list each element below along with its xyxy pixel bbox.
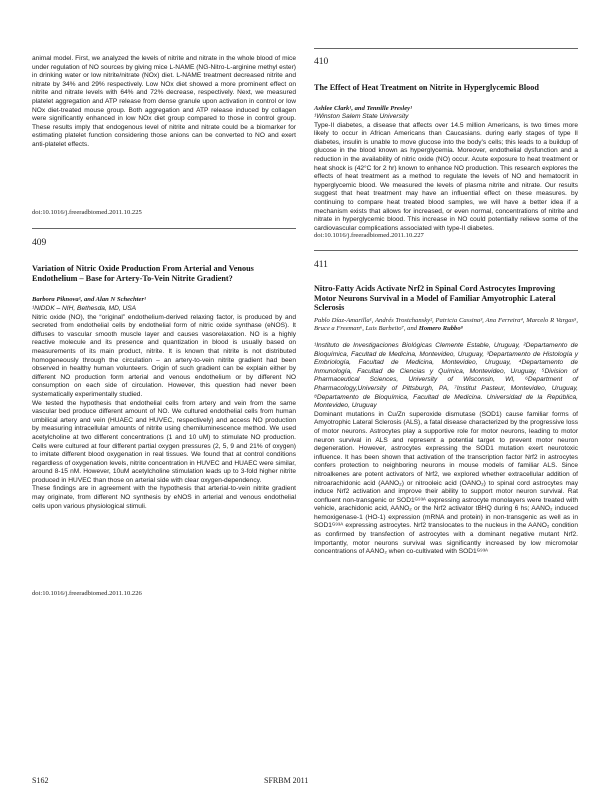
journal-name: SFRBM 2011 [264,776,309,785]
abstract-authors-411-list: Pablo Díaz-Amarilla¹, Andrés Trostchansky², Patricia Cassina³, Ana Ferreira⁴, Marcelo R Vargas⁵, Bruce a Freeman⁶, Luis Barbeito⁷, and [314,317,578,333]
abstract-affiliation-410: ¹Winston Salem State University [314,113,409,120]
abstract-body-409-part3: These findings are in agreement with the hypothesis that arterial-to-vein nitrite gradient may originate, from different NO synthesis by eNOS in arterial and venous endothelial cells upon various physiological stimuli. [32,485,296,510]
abstract-authors-411-presenter: Homero Rubbo⁸ [418,325,463,333]
abstract-affiliation-409: ¹NIDDK – NIH, Bethesda, MD, USA [32,305,137,312]
divider [314,48,578,49]
abstract-doi-410: doi:10.1016/j.freeradbiomed.2011.10.227 [314,232,424,239]
abstract-authors-409: Barbora Piknova¹, and Alan N Schechter¹ [32,296,146,303]
abstract-content-409 [32,305,296,511]
abstract-number-410: 410 [314,57,329,67]
divider [314,250,578,251]
abstract-body-411: Dominant mutations in Cu/Zn superoxide dismutase (SOD1) cause familiar forms of Amyotrophic Lateral Sclerosis (ALS), a fatal disease characterized by the progressive loss of motor neurons. Astrocytes play a supportive role for motor neurons, leading to motor neuron survival in ALS and represent a potential target to prevent motor neuron degeneration. However, astrocytes expressing the SOD1 mutation exert neurotoxic influence. It has been shown that activation of the transcription factor Nrf2 in astrocytes confers protection to neighboring neurons in mouse models of familiar ALS. Since nitroalkenes are potent activators of Nrf2, we explored whether extracellular addition of nitroarachidonic acid (AANO₂) or nitrooleic acid (OANO₂) to spinal cord astrocytes may induce Nrf2 activation and improve their ability to support motor neuron survival. Rat confluent non-transgenic or SOD1ᴳ⁹³ᴬ expressing astrocyte monolayers were treated with vehicle, arachidonic acid, AANO₂ or the Nrf2 activator tBHQ during 6 hs; AANO₂ induced hemoxigenase-1 (HO-1) expression (mRNA and protein) in non-transgenic as well as in SOD1ᴳ⁹³ᴬ expressing astrocytes. Nrf2 translocates to the nucleus in the AANO₂ condition as confirmed by transfection of astrocytes with a dominant negative mutant Nrf2. Importantly, motor neurons survival was significantly increased by low micromolar concentrations of AANO₂ when co-cultivated with SOD1ᴳ⁹³ᴬ [314,410,578,556]
abstract-title-411: Nitro-Fatty Acids Activate Nrf2 in Spinal Cord Astrocytes Improving Motor Neurons Survival in a Model of Familiar Amyotrophic Lateral Sclerosis [314,284,556,313]
divider [32,228,296,229]
abstract-content-410 [314,113,578,233]
abstract-number-411: 411 [314,260,328,270]
previous-abstract-doi: doi:10.1016/j.freeradbiomed.2011.10.225 [32,209,142,216]
page-number: S162 [32,776,49,785]
abstract-title-410: The Effect of Heat Treatment on Nitrite in Hyperglycemic Blood [314,83,539,92]
abstract-doi-409: doi:10.1016/j.freeradbiomed.2011.10.226 [32,590,142,597]
abstract-number-409: 409 [32,238,47,248]
abstract-title-409: Variation of Nitric Oxide Production From Arterial and Venous Endothelium – Base for Artery-To-Vein Nitrite Gradient? [32,264,254,283]
abstract-authors-411 [314,317,578,333]
abstract-authors-410: Ashlee Clark¹, and Tennille Presley¹ [314,105,413,112]
abstract-content-411 [314,342,578,557]
abstract-body-409-part1: Nitric oxide (NO), the “original” endothelium-derived relaxing factor, is produced by and secreted from endothelial cells by endothelial form of nitric oxide synthase (eNOS). It diffuses to vascular smooth muscle layer and causes vasorelaxation. NO is a highly reactive molecule and its presence and quantization in blood is usually based on measurements of its main product, nitrite. It is known that nitrite is not distributed homogeneously through the circulation – an artery-to-vein nitrite gradient had been observed in healthy human volunteers. Origin of such gradient can be explain either by different NO production form arterial and venous endothelium or by different NO consumption on each side of circulation. However, this question had never been systematically experimentally studied. [32,313,296,398]
abstract-affiliation-411: ¹Instituto de Investigaciones Biológicas Clemente Estable, Uruguay, ²Departamento de Bioquímica, Facultad de Medicina, Montevideo, Uruguay, ³Departamento de Histología y Embriología, Facultad de Medicina, Montevideo, Uruguay, ⁴Departamento de Inmunología, Facultad de Ciencias y Química, Montevideo, Uruguay, ⁵Division of Pharmaceutical Sciences, University of Wisconsin, WI, ⁶Department of Pharmacology,University of Pittsburgh, PA, ⁷Institut Pasteur, Montevideo, Uruguay, ⁸Departamento de Bioquímica, Facultad de Medicina. Universidad de la República, Montevideo, Uruguay [314,342,578,410]
abstract-body-410: Type-II diabetes, a disease that affects over 14.5 million Americans, is two times more likely to occur in African Americans than Caucasians. during early stages of type II diabetes, insulin is unable to move glucose into the body’s cells; this leads to a buildup of glucose in the blood known as hyperglycemia. Moreover, endothelial dysfunction and a reduction in the availability of nitric oxide (NO) occur. Acute exposure to heat treatment or heat shock is (42°C for 2 hr) known to enhance NO production. This research explores the effects of heat treatment as a method to regulate the levels of NO and hematocrit in hyperglycemic blood. We measured the levels of plasma nitrite and nitrate. Our results suggest that heat treatment may have an influential effect on these measures. by continuing to compare heat treated blood samples, we will have a better idea if a mechanism exists that allows for increased, or even normal, concentrations of nitrite and nitrate in hyperglycemic blood. This increase in NO could potentially relieve some of the cardiovascular complications associated with type-II diabetes. [314,121,578,232]
previous-abstract-body: animal model. First, we analyzed the levels of nitrite and nitrate in the whole blood of mice under regulation of NO sources by giving mice L-NAME (NG-Nitro-L-arginine methyl ester) in drinking water or low nitrite/nitrate (NOx) diet. L-NAME treatment decreased nitrite and nitrate by 34% and 29% respectively. Low NOx diet showed a more prominent effect on nitrite and nitrate levels with 64% and 72% decrease, respectively. Next, we measured platelet aggregation and ATP release from dense granule upon activation in control or low NOx diet-treated mouse group. Both aggregation and ATP release induced by collagen were significantly enhanced in low NOx diet group compared to those in control group. These results imply that endogenous level of nitrite and nitrate could be a biomarker for estimating platelet function considering those anions can be converted to NO and exert anti-platelet effects. [32,55,296,148]
abstract-body-409-part2: We tested the hypothesis that endothelial cells from artery and vein from the same vascular bed produce different amount of NO. We cultured endothelial cells from human umbilical artery and vein (HUAEC and HUVEC, respectively) and access NO production by measuring intracellular amounts of nitrite using chemiluminescence method. We used acetylcholine at two different concentrations (1 and 10 uM) to stimulate NO production. Cells were cultured at four different partial oxygen pressures (2, 5, 9 and 21% of oxygen) to imitate different blood oxygenation in real tissues. We found that at control conditions regardless of oxygenation levels, nitrite concentration in HUVEC and HUAEC were similar, around 8-15 nM. However, 10uM acetylcholine stimulation leads up to 3-fold higher nitrite produced in HUVEC than those on arterial side with clear oxygen-dependency. [32,399,296,484]
